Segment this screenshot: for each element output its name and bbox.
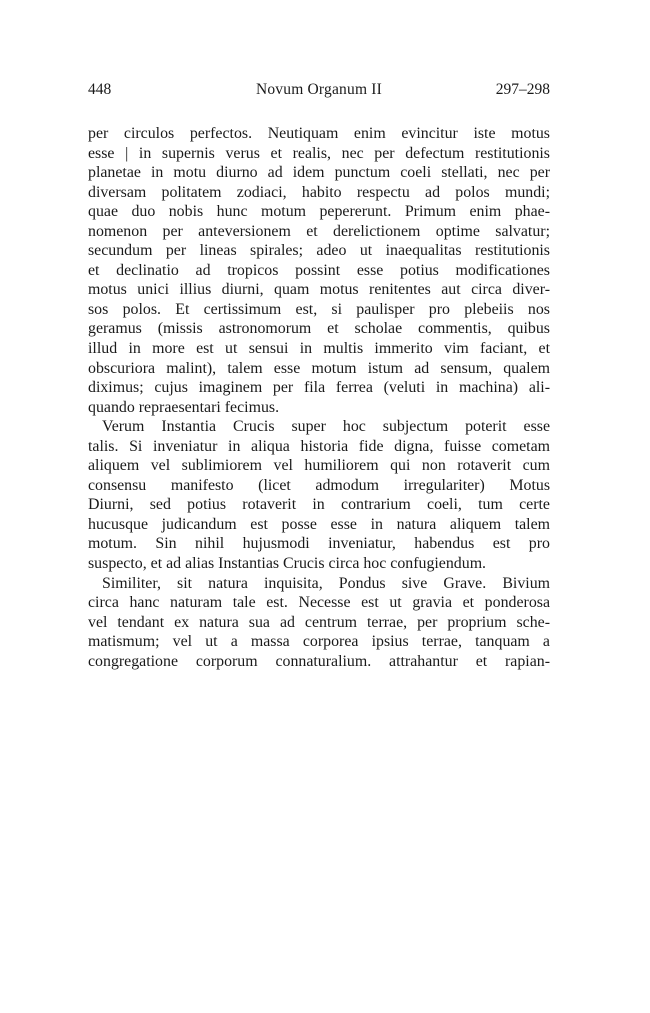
text-line: et declinatio ad tropicos possint esse potius modificationes [88, 261, 550, 279]
text-line: motum. Sin nihil hujusmodi inveniatur, habendus est pro [88, 535, 550, 553]
running-head [88, 79, 550, 101]
paragraph-1 [88, 124, 550, 417]
text-line: esse | in supernis verus et realis, nec per defectum restitutionis [88, 144, 550, 162]
text-line: illud in more est ut sensui in multis immerito vim faciant, et [88, 340, 550, 358]
text-line: secundum per lineas spirales; adeo ut inaequalitas restitutionis [88, 242, 550, 260]
text-line: diximus; cujus imaginem per fila ferrea (veluti in machina) ali- [88, 379, 550, 397]
text-line: sos polos. Et certissimum est, si paulisper pro plebeiis nos [88, 300, 550, 318]
text-line: talis. Si inveniatur in aliqua historia fide digna, fuisse cometam [88, 437, 550, 455]
text-line: matismum; vel ut a massa corporea ipsius terrae, tanquam a [88, 633, 550, 651]
text-line: geramus (missis astronomorum et scholae commentis, quibus [88, 320, 550, 338]
text-line: obscuriora malint), talem esse motum istum ad sensum, qualem [88, 359, 550, 377]
paragraph-3 [88, 574, 550, 672]
text-line: congregatione corporum connaturalium. attrahantur et rapian- [88, 652, 550, 670]
text-line: hucusque judicandum est posse esse in natura aliquem talem [88, 515, 550, 533]
text-line: vel tendant ex natura sua ad centrum terrae, per proprium sche- [88, 613, 550, 631]
text-line: suspecto, et ad alias Instantias Crucis circa hoc confugiendum. [88, 555, 487, 573]
text-line: quae duo nobis hunc motum pepererunt. Primum enim phae- [88, 203, 550, 221]
text-line: motus unici illius diurni, quam motus renitentes aut circa diver- [88, 281, 550, 299]
text-line: aliquem vel sublimiorem vel humiliorem qui non rotaverit cum [88, 457, 550, 475]
text-line: planetae in motu diurno ad idem punctum coeli stellati, nec per [88, 164, 550, 182]
body-text [88, 124, 550, 671]
page-number: 448 [88, 81, 112, 98]
text-line: diversam politatem zodiaci, habito respectu ad polos mundi; [88, 183, 550, 201]
text-line: circa hanc naturam tale est. Necesse est ut gravia et ponderosa [88, 594, 550, 612]
text-line: nomenon per anteversionem et derelictionem optime salvatur; [88, 222, 550, 240]
text-line: per circulos perfectos. Neutiquam enim evincitur iste motus [88, 125, 550, 142]
text-line: Diurni, sed potius rotaverit in contrarium coeli, tum certe [88, 496, 550, 514]
paragraph-2 [88, 417, 550, 573]
text-line: quando repraesentari fecimus. [88, 398, 280, 416]
text-line: consensu manifesto (licet admodum irregulariter) Motus [88, 476, 550, 494]
running-title: Novum Organum II [255, 81, 383, 98]
text-line: Similiter, sit natura inquisita, Pondus sive Grave. Bivium [102, 574, 550, 592]
section-reference: 297–298 [495, 81, 550, 98]
text-line: Verum Instantia Crucis super hoc subjectum poterit esse [102, 418, 550, 436]
